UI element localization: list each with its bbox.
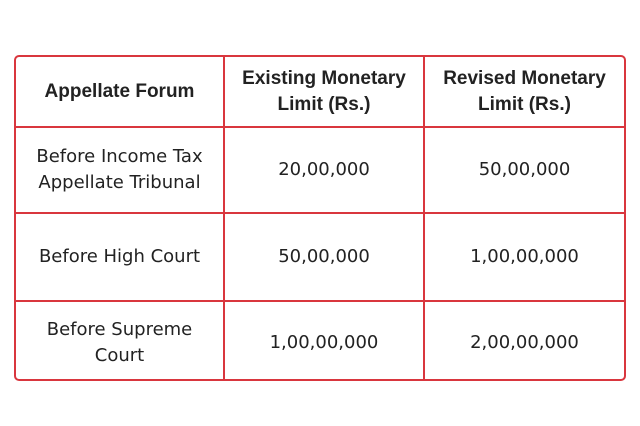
table-row [16, 213, 624, 301]
header-appellate-forum: Appellate Forum [16, 57, 224, 127]
forum-cell: Before Supreme Court [16, 301, 224, 381]
table-row [16, 127, 624, 213]
table-row [16, 301, 624, 381]
revised-limit-cell: 2,00,00,000 [470, 331, 579, 353]
header-existing-limit: Existing Monetary Limit (Rs.) [224, 57, 424, 127]
monetary-limits-table-frame [14, 55, 626, 381]
revised-limit-cell: 1,00,00,000 [424, 213, 624, 301]
header-revised-limit: Revised Monetary Limit (Rs.) [424, 57, 624, 127]
monetary-limits-table [16, 57, 624, 381]
existing-limit-cell: 1,00,00,000 [224, 301, 424, 381]
existing-limit-cell: 50,00,000 [224, 213, 424, 301]
revised-limit-cell: 50,00,000 [424, 127, 624, 213]
table-header-row [16, 57, 624, 127]
forum-cell: Before Income Tax Appellate Tribunal [16, 127, 224, 213]
existing-limit-cell: 20,00,000 [224, 127, 424, 213]
forum-cell: Before High Court [16, 213, 224, 301]
